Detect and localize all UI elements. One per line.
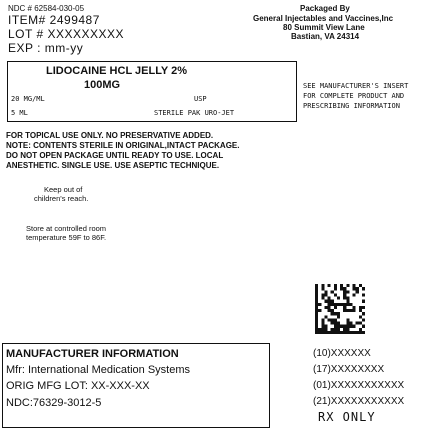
instructions-line-2: NOTE: CONTENTS STERILE IN ORIGINAL,INTACT PACKAGE. bbox=[6, 141, 240, 150]
original-mfg-lot: ORIG MFG LOT: XX-XXX-XX bbox=[6, 380, 150, 392]
instructions-line-3: DO NOT OPEN PACKAGE UNTIL READY TO USE. LOCAL bbox=[6, 151, 224, 160]
expiration-date: EXP : mm-yy bbox=[8, 41, 84, 55]
product-name: LIDOCAINE HCL JELLY 2% bbox=[46, 65, 187, 77]
children-warning-line-1: Keep out of bbox=[44, 185, 83, 194]
instructions-line-1: FOR TOPICAL USE ONLY. NO PRESERVATIVE ADDED. bbox=[6, 131, 214, 140]
code-01: (01)XXXXXXXXXXX bbox=[313, 380, 405, 391]
product-concentration: 20 MG/ML bbox=[11, 95, 45, 103]
manufacturer-name: Mfr: International Medication Systems bbox=[6, 364, 191, 376]
insert-note-line-2: FOR COMPLETE PRODUCT AND bbox=[303, 92, 405, 100]
instructions-line-4: ANESTHETIC. SINGLE USE. USE ASEPTIC TECHNIQUE. bbox=[6, 161, 220, 170]
manufacturer-ndc: NDC:76329-3012-5 bbox=[6, 397, 102, 409]
code-17: (17)XXXXXXXX bbox=[313, 364, 385, 375]
insert-note-line-1: SEE MANUFACTURER'S INSERT bbox=[303, 82, 409, 90]
product-volume: 5 ML bbox=[11, 109, 28, 117]
packager-street: 80 Summit View Lane bbox=[283, 23, 365, 32]
packager-heading: Packaged By bbox=[300, 4, 350, 13]
ndc-number: NDC # 62584-030-05 bbox=[8, 4, 85, 13]
children-warning-line-2: children's reach. bbox=[34, 194, 89, 203]
product-package: STERILE PAK URO-JET bbox=[154, 109, 235, 117]
manufacturer-title: MANUFACTURER INFORMATION bbox=[6, 348, 179, 360]
code-21: (21)XXXXXXXXXXX bbox=[313, 396, 405, 407]
packager-name: General Injectables and Vaccines,Inc bbox=[253, 14, 394, 23]
item-number: ITEM# 2499487 bbox=[8, 13, 100, 27]
insert-note-line-3: PRESCRIBING INFORMATION bbox=[303, 102, 400, 110]
storage-line-1: Store at controlled room bbox=[26, 224, 107, 233]
code-10: (10)XXXXXX bbox=[313, 348, 371, 359]
data-matrix-barcode-icon bbox=[315, 284, 365, 334]
product-usp: USP bbox=[194, 95, 207, 103]
packager-city: Bastian, VA 24314 bbox=[291, 32, 360, 41]
manufacturer-box bbox=[2, 343, 270, 428]
product-strength: 100MG bbox=[84, 79, 121, 91]
product-box bbox=[7, 61, 297, 122]
storage-line-2: temperature 59F to 86F. bbox=[26, 233, 107, 242]
rx-only-label: RX ONLY bbox=[318, 410, 376, 424]
lot-number: LOT # XXXXXXXXX bbox=[8, 27, 124, 41]
